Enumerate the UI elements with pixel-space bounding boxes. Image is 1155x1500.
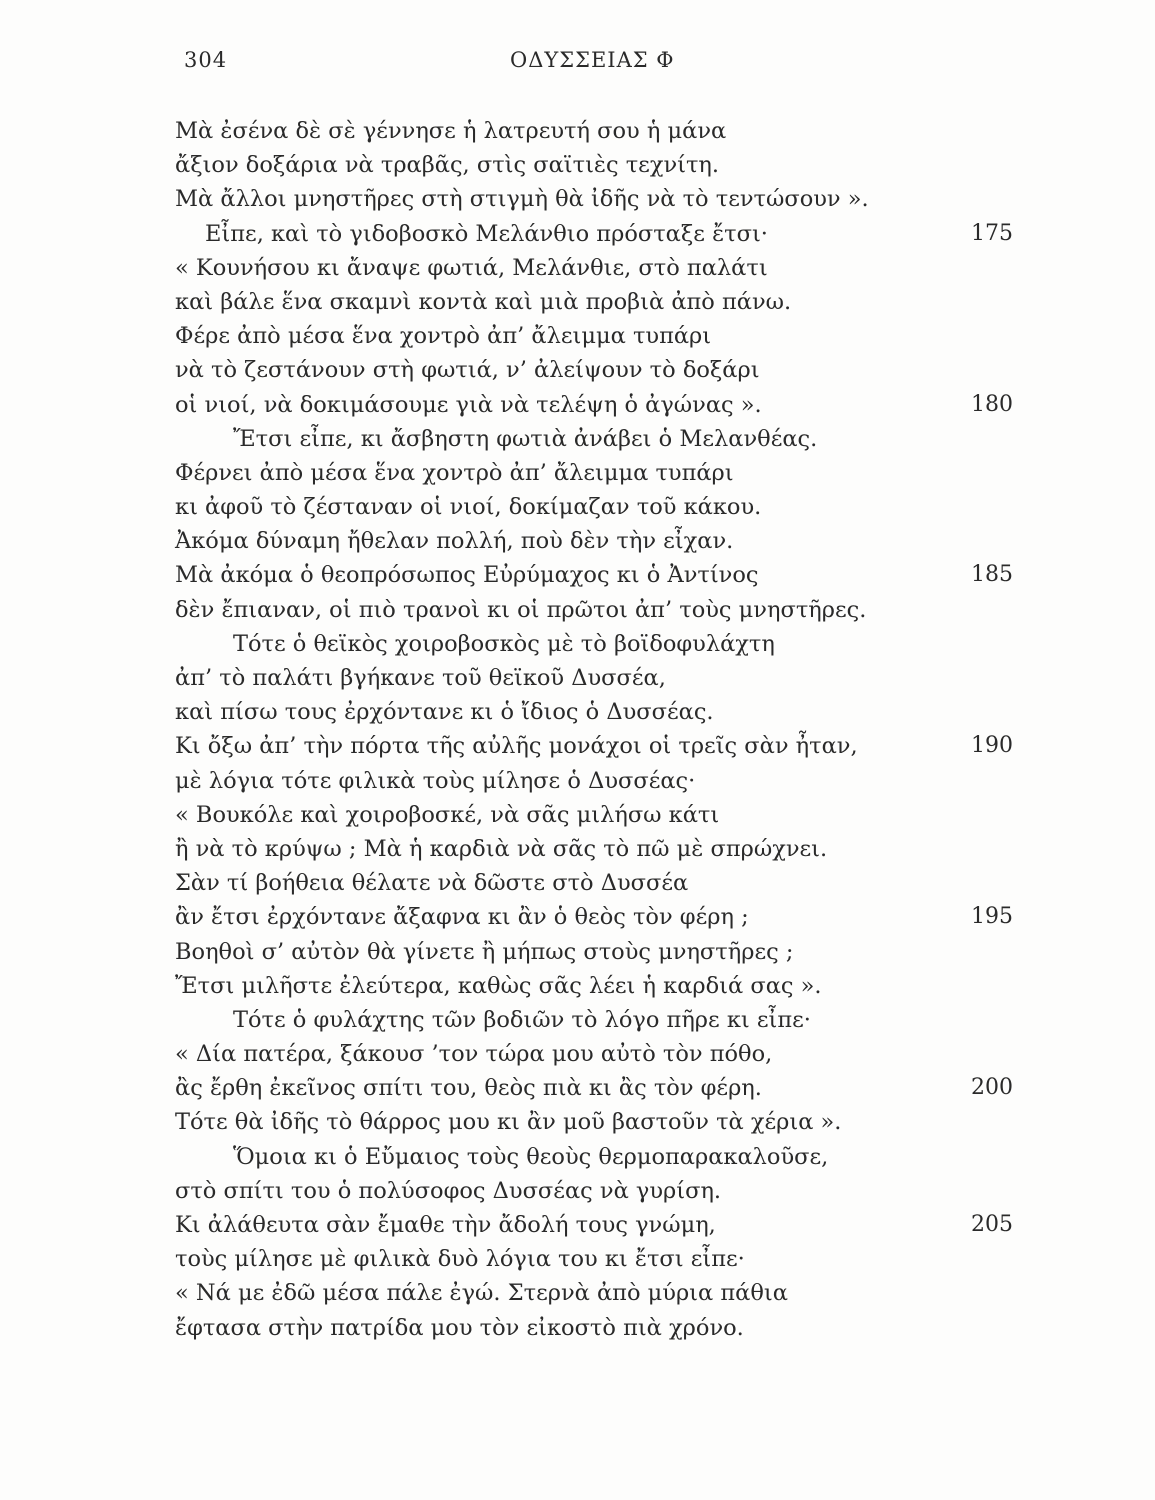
- verse-line: [0, 1174, 1155, 1208]
- verse-line: [0, 1242, 1155, 1276]
- verse-line: [0, 661, 1155, 695]
- verse-line: [0, 558, 1155, 592]
- verse-text: « Δία πατέρα, ξάκουσ ’τον τώρα μου αὐτὸ τὸν πόθο,: [175, 1041, 773, 1068]
- verse-text: Ἀκόμα δύναμη ἤθελαν πολλή, ποὺ δὲν τὴν εἶχαν.: [175, 528, 734, 555]
- verse-text: Εἶπε, καὶ τὸ γιδοβοσκὸ Μελάνθιο πρόσταξε ἔτσι·: [205, 220, 768, 247]
- verse-text: δὲν ἔπιαναν, οἱ πιὸ τρανοὶ κι οἱ πρῶτοι ἀπ’ τοὺς μνηστῆρες.: [175, 596, 867, 623]
- verse-line: [0, 900, 1155, 934]
- verse-text: κι ἀφοῦ τὸ ζέσταναν οἱ νιοί, δοκίμαζαν τοῦ κάκου.: [175, 494, 762, 521]
- verse-line: [0, 764, 1155, 798]
- verse-line: [0, 353, 1155, 387]
- verse-line: [0, 729, 1155, 763]
- verse-line: [0, 1071, 1155, 1105]
- verse-text: καὶ πίσω τους ἐρχόντανε κι ὁ ἴδιος ὁ Δυσσέας.: [175, 699, 714, 726]
- verse-line: [0, 456, 1155, 490]
- running-title: ΟΔΥΣΣΕΙΑΣ Φ: [510, 48, 675, 72]
- verse-text: Τότε θὰ ἰδῆς τὸ θάρρος μου κι ἂν μοῦ βαστοῦν τὰ χέρια ».: [175, 1109, 842, 1136]
- verse-text: « Κουνήσου κι ἄναψε φωτιά, Μελάνθιε, στὸ παλάτι: [175, 254, 768, 281]
- verse-line: [0, 319, 1155, 353]
- verse-text: στὸ σπίτι του ὁ πολύσοφος Δυσσέας νὰ γυρίση.: [175, 1177, 722, 1204]
- verse-text: ἀπ’ τὸ παλάτι βγήκανε τοῦ θεϊκοῦ Δυσσέα,: [175, 665, 666, 691]
- verse-text: « Βουκόλε καὶ χοιροβοσκέ, νὰ σᾶς μιλήσω κάτι: [175, 801, 720, 828]
- verse-line: [0, 798, 1155, 832]
- verse-text: οἱ νιοί, νὰ δοκιμάσουμε γιὰ νὰ τελέψη ὁ ἀγώνας ».: [175, 391, 762, 418]
- page-number: 304: [184, 48, 228, 72]
- verse-line: [0, 866, 1155, 900]
- verse-line: [0, 1311, 1155, 1345]
- verse-text: νὰ τὸ ζεστάνουν στὴ φωτιά, ν’ ἀλείψουν τὸ δοξάρι: [175, 357, 760, 384]
- verse-line: [0, 593, 1155, 627]
- verse-text: μὲ λόγια τότε φιλικὰ τοὺς μίλησε ὁ Δυσσέας·: [175, 767, 696, 794]
- verse-line: [0, 148, 1155, 182]
- verse-text: ἂς ἔρθη ἐκεῖνος σπίτι του, θεὸς πιὰ κι ἂς τὸν φέρη.: [175, 1075, 762, 1102]
- verse-line: [0, 285, 1155, 319]
- verse-line: [0, 627, 1155, 661]
- verse-text: Κι ὄξω ἀπ’ τὴν πόρτα τῆς αὐλῆς μονάχοι οἱ τρεῖς σὰν ἦταν,: [175, 733, 858, 760]
- verse-text: καὶ βάλε ἕνα σκαμνὶ κοντὰ καὶ μιὰ προβιὰ ἀπὸ πάνω.: [175, 288, 792, 315]
- verse-text: Ἔτσι εἶπε, κι ἄσβηστη φωτιὰ ἀνάβει ὁ Μελανθέας.: [233, 425, 818, 452]
- verse-text: Φέρε ἀπὸ μέσα ἕνα χοντρὸ ἀπ’ ἄλειμμα τυπάρι: [175, 323, 712, 350]
- verse-line: [0, 1003, 1155, 1037]
- verse-text: ἔφτασα στὴν πατρίδα μου τὸν εἰκοστὸ πιὰ χρόνο.: [175, 1314, 744, 1341]
- verse-line: [0, 490, 1155, 524]
- verse-text: Κι ἀλάθευτα σὰν ἔμαθε τὴν ἄδολή τους γνώμη,: [175, 1212, 716, 1238]
- verse-line: [0, 832, 1155, 866]
- verse-text: Βοηθοὶ σ’ αὐτὸν θὰ γίνετε ἢ μήπως στοὺς μνηστῆρες ;: [175, 938, 794, 965]
- verse-text: Ἔτσι μιλῆστε ἐλεύτερα, καθὼς σᾶς λέει ἡ καρδιά σας ».: [175, 972, 822, 999]
- verse-line: [0, 935, 1155, 969]
- line-number: 175: [971, 220, 1013, 246]
- verse-line: [0, 114, 1155, 148]
- verse-text: Φέρνει ἀπὸ μέσα ἕνα χοντρὸ ἀπ’ ἄλειμμα τυπάρι: [175, 459, 734, 486]
- verse-text: ἂν ἔτσι ἐρχόντανε ἄξαφνα κι ἂν ὁ θεὸς τὸν φέρη ;: [175, 904, 749, 931]
- verse-text: Τότε ὁ φυλάχτης τῶν βοδιῶν τὸ λόγο πῆρε κι εἶπε·: [233, 1006, 811, 1033]
- line-number: 190: [971, 733, 1013, 759]
- line-number: 205: [971, 1212, 1013, 1237]
- verse-text: Μὰ ἄλλοι μνηστῆρες στὴ στιγμὴ θὰ ἰδῆς νὰ τὸ τεντώσουν ».: [175, 186, 869, 213]
- verse-line: [0, 1105, 1155, 1139]
- line-number: 185: [971, 562, 1013, 588]
- verse-text: Ὅμοια κι ὁ Εὔμαιος τοὺς θεοὺς θερμοπαρακαλοῦσε,: [233, 1143, 829, 1170]
- page-header: [0, 48, 1155, 84]
- verse-line: [0, 251, 1155, 285]
- verse-line: [0, 695, 1155, 729]
- verse-line: [0, 1037, 1155, 1071]
- line-number: 180: [971, 391, 1013, 417]
- poem-body: [0, 114, 1155, 1345]
- verse-text: « Νά με ἐδῶ μέσα πάλε ἐγώ. Στερνὰ ἀπὸ μύρια πάθια: [175, 1280, 788, 1307]
- verse-line: [0, 1140, 1155, 1174]
- verse-text: Μὰ ἐσένα δὲ σὲ γέννησε ἡ λατρευτή σου ἡ μάνα: [175, 118, 727, 144]
- verse-line: [0, 524, 1155, 558]
- verse-line: [0, 1276, 1155, 1310]
- verse-line: [0, 388, 1155, 422]
- verse-line: [0, 969, 1155, 1003]
- verse-text: Μὰ ἀκόμα ὁ θεοπρόσωπος Εὐρύμαχος κι ὁ Ἀντίνος: [175, 562, 759, 589]
- verse-line: [0, 182, 1155, 216]
- verse-line: [0, 1208, 1155, 1242]
- line-number: 200: [971, 1075, 1013, 1101]
- verse-text: Σὰν τί βοήθεια θέλατε νὰ δῶστε στὸ Δυσσέα: [175, 870, 689, 897]
- verse-text: Τότε ὁ θεϊκὸς χοιροβοσκὸς μὲ τὸ βοϊδοφυλάχτη: [233, 630, 775, 657]
- verse-line: [0, 422, 1155, 456]
- line-number: 195: [971, 904, 1013, 930]
- verse-text: ἢ νὰ τὸ κρύψω ; Μὰ ἡ καρδιὰ νὰ σᾶς τὸ πῶ μὲ σπρώχνει.: [175, 835, 828, 862]
- verse-text: ἄξιον δοξάρια νὰ τραβᾶς, στὶς σαϊτιὲς τεχνίτη.: [175, 152, 720, 179]
- verse-text: τοὺς μίλησε μὲ φιλικὰ δυὸ λόγια του κι ἔτσι εἶπε·: [175, 1246, 745, 1273]
- verse-line: [0, 217, 1155, 251]
